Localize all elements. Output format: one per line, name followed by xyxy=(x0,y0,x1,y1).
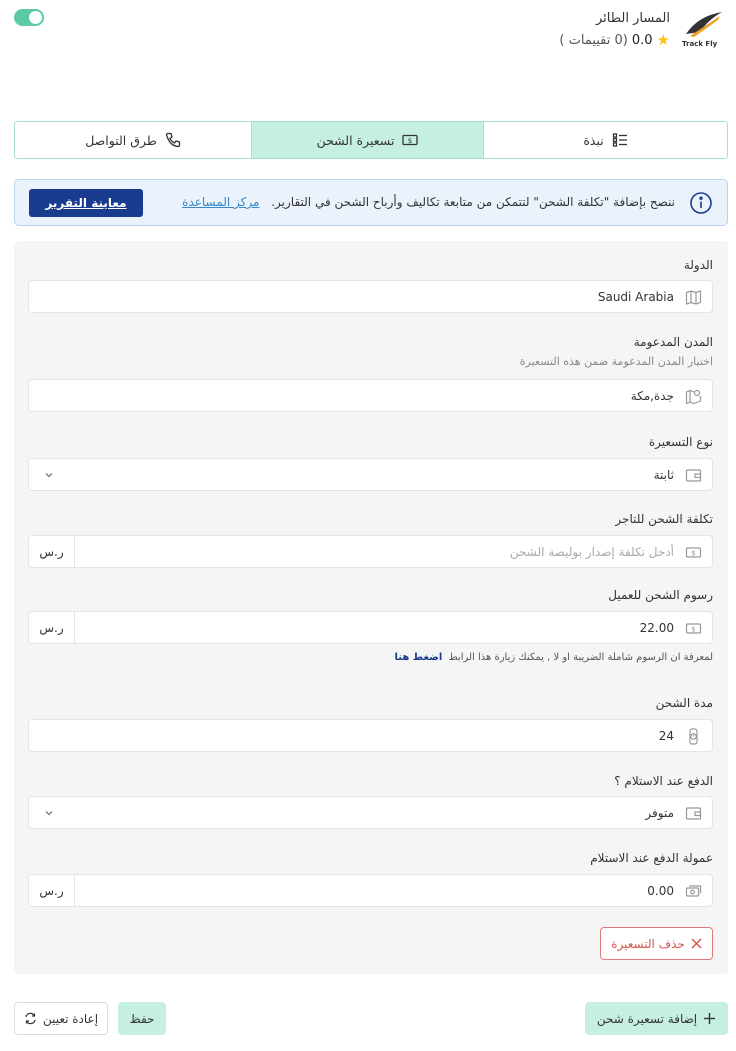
reset-label: إعادة تعيين xyxy=(42,1011,99,1026)
customer-fee-label: رسوم الشحن للعميل xyxy=(608,588,713,602)
cod-label: الدفع عند الاستلام ؟ xyxy=(614,774,713,788)
tab-contact-label: طرق التواصل xyxy=(85,132,157,148)
map-pin-icon xyxy=(685,388,702,405)
tab-shipping-pricing-label: تسعيرة الشحن xyxy=(316,132,395,148)
currency-suffix: ر.س xyxy=(29,875,75,906)
country-field[interactable] xyxy=(28,280,713,313)
country-value: Saudi Arabia xyxy=(597,290,674,304)
cash-icon xyxy=(685,544,702,561)
customer-fee-input[interactable] xyxy=(28,611,713,644)
star-icon: ★ xyxy=(656,31,670,49)
wallet-icon xyxy=(685,467,702,484)
pricing-type-label: نوع التسعيرة xyxy=(648,435,713,449)
tabs xyxy=(14,121,728,159)
list-icon xyxy=(612,132,628,148)
plus-icon xyxy=(703,1012,716,1025)
reset-button[interactable] xyxy=(14,1002,108,1035)
cities-field[interactable] xyxy=(28,379,713,412)
cod-fee-value: 0.00 xyxy=(647,884,674,898)
customer-fee-value: 22.00 xyxy=(639,621,674,635)
currency-suffix: ر.س xyxy=(29,536,75,567)
pricing-type-select[interactable] xyxy=(28,458,713,491)
svg-text:$: $ xyxy=(691,549,696,558)
tab-contact-methods[interactable] xyxy=(15,122,251,158)
refresh-icon xyxy=(24,1012,37,1025)
currency-suffix: ر.س xyxy=(29,612,75,643)
duration-input[interactable] xyxy=(28,719,713,752)
toggle-knob xyxy=(29,11,42,24)
merchant-cost-input[interactable] xyxy=(28,535,713,568)
help-center-link[interactable]: مركز المساعدة xyxy=(182,195,260,209)
rating-score: 0.0 xyxy=(631,32,653,48)
tab-about[interactable] xyxy=(484,122,727,158)
brand-info xyxy=(559,11,670,49)
tab-about-label: نبذة xyxy=(583,132,604,148)
add-shipping-pricing-label: إضافة تسعيرة شحن xyxy=(596,1011,698,1026)
tax-note-link[interactable]: اضغط هنا xyxy=(394,652,443,663)
shipping-cost-notice xyxy=(14,179,728,226)
notice-text-wrap xyxy=(182,195,675,209)
cash-stack-icon xyxy=(685,883,702,900)
preview-report-button[interactable]: معاينة التقرير xyxy=(29,189,143,217)
rating xyxy=(559,31,670,49)
logo-text: Track Fly xyxy=(682,40,718,48)
watch-icon xyxy=(685,728,702,745)
pricing-type-value: ثابتة xyxy=(653,468,674,482)
cities-hint: اختيار المدن المدعومة ضمن هذه التسعيرة xyxy=(519,355,713,368)
svg-text:$: $ xyxy=(408,137,413,145)
save-button[interactable]: حفظ xyxy=(118,1002,166,1035)
duration-label: مدة الشحن xyxy=(655,696,713,710)
info-icon xyxy=(689,191,713,215)
phone-icon xyxy=(165,132,181,148)
cash-icon xyxy=(685,620,702,637)
rating-count: (0 تقييمات ) xyxy=(559,32,628,48)
wallet-icon xyxy=(685,805,702,822)
tax-note-text: لمعرفة ان الرسوم شاملة الضريبة او لا , يمكنك زيارة هذا الرابط xyxy=(448,652,713,663)
cities-label: المدن المدعومة xyxy=(633,335,713,349)
chevron-down-icon xyxy=(43,469,55,481)
money-icon xyxy=(402,132,418,148)
status-toggle[interactable] xyxy=(14,9,44,26)
cities-value: جدة,مكة xyxy=(630,389,674,403)
close-icon xyxy=(691,938,702,949)
tax-note xyxy=(395,652,713,663)
trackfly-logo-icon xyxy=(678,8,728,50)
cod-value: متوفر xyxy=(645,806,674,820)
cod-select[interactable] xyxy=(28,796,713,829)
tab-shipping-pricing[interactable] xyxy=(251,122,484,158)
brand-name: المسار الطائر xyxy=(595,11,670,26)
duration-value: 24 xyxy=(658,729,674,743)
delete-pricing-button[interactable] xyxy=(600,927,713,960)
delete-pricing-label: حذف التسعيرة xyxy=(611,936,685,951)
add-shipping-pricing-button[interactable] xyxy=(585,1002,728,1035)
pricing-form-panel xyxy=(14,241,728,974)
chevron-down-icon xyxy=(43,807,55,819)
merchant-cost-label: تكلفة الشحن للتاجر xyxy=(615,512,713,526)
store-header xyxy=(0,0,736,60)
notice-text: ننصح بإضافة "تكلفة الشحن" لتتمكن من متابعة تكاليف وأرباح الشحن في التقارير. xyxy=(271,195,675,209)
country-label: الدولة xyxy=(683,258,713,272)
map-icon xyxy=(685,289,702,306)
merchant-cost-placeholder: أدخل تكلفة إصدار بوليصة الشحن xyxy=(509,545,674,559)
cod-fee-label: عمولة الدفع عند الاستلام xyxy=(590,851,713,865)
cod-fee-input[interactable] xyxy=(28,874,713,907)
svg-text:$: $ xyxy=(691,625,696,634)
